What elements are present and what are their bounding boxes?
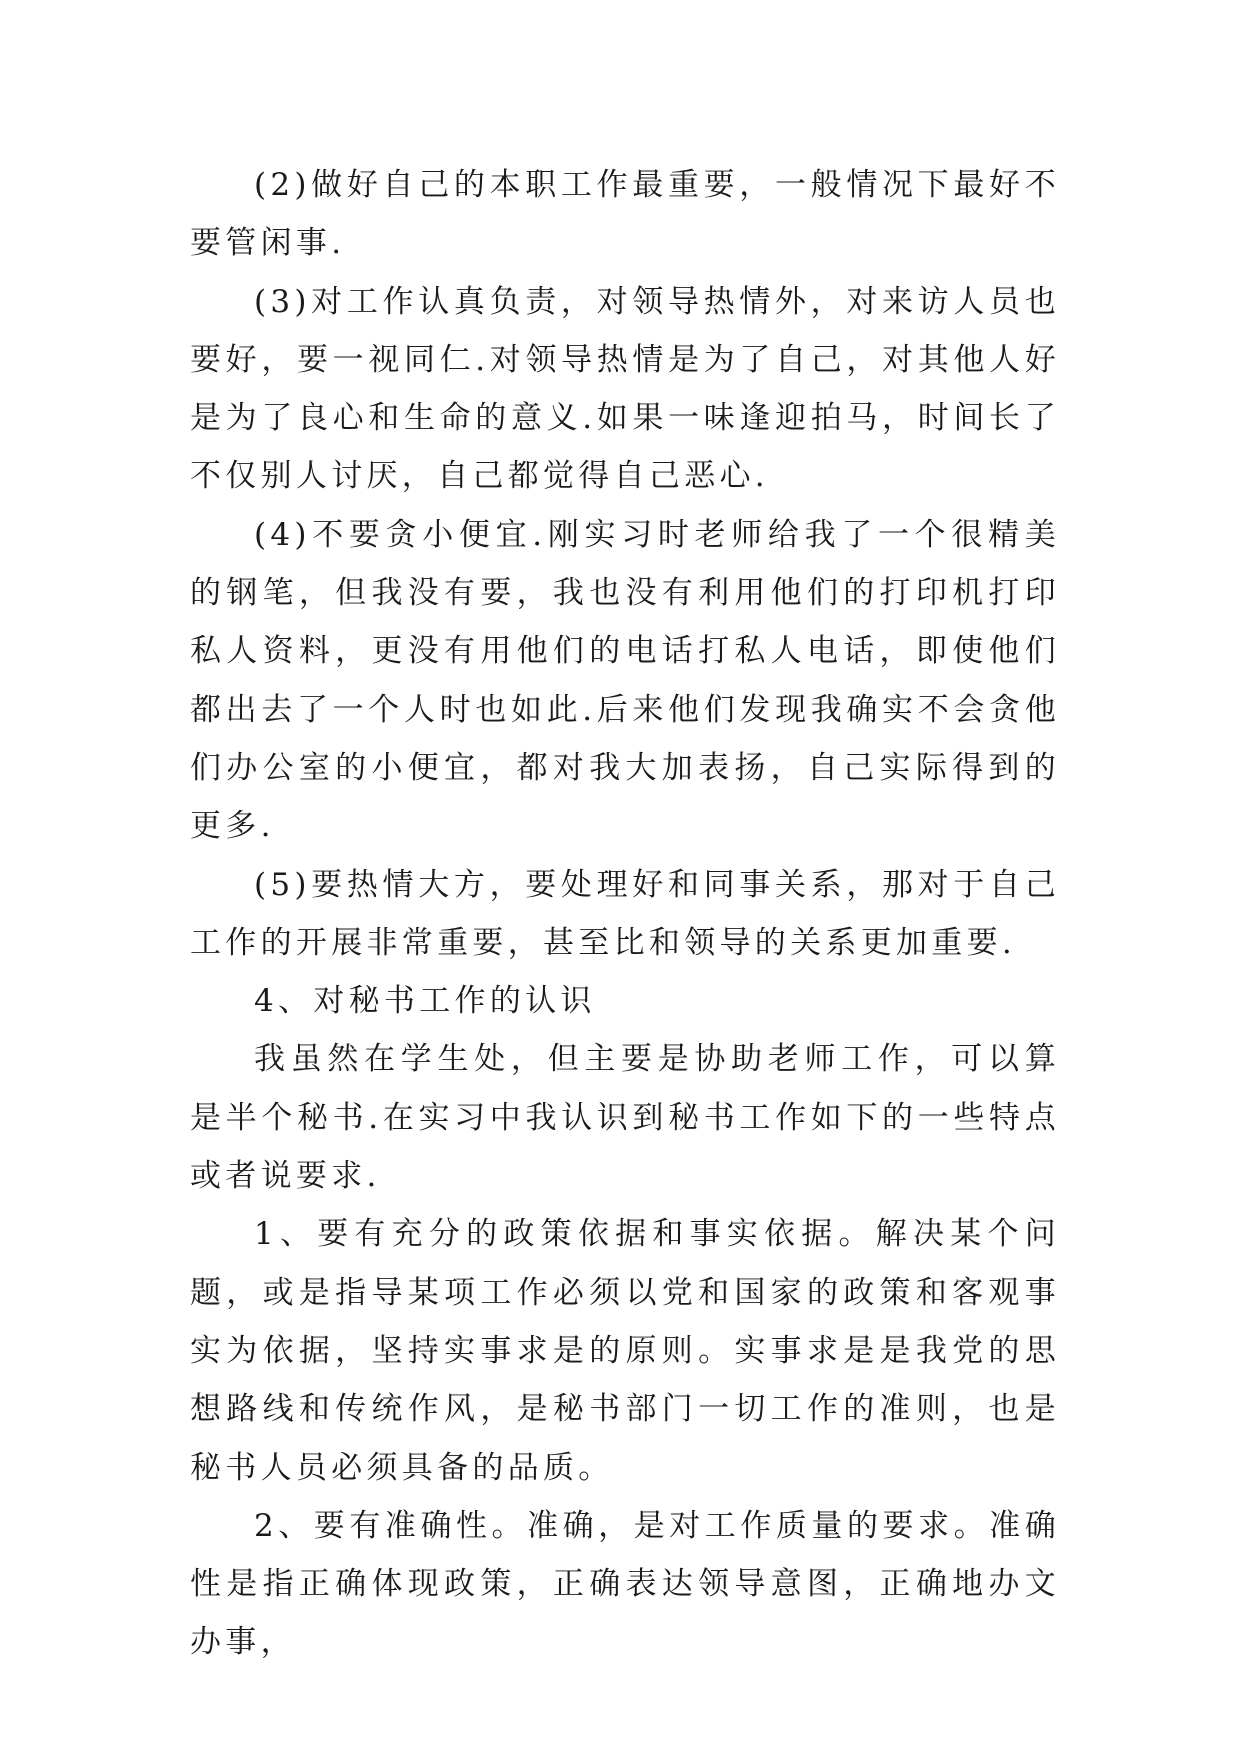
paragraph-5: (5)要热情大方，要处理好和同事关系，那对于自己工作的开展非常重要，甚至比和领导的关系更加重要. — [190, 866, 1060, 961]
paragraph-3: (3)对工作认真负责，对领导热情外，对来访人员也要好，要一视同仁.对领导热情是为了自己，对其他人好是为了良心和生命的意义.如果一味逢迎拍马，时间长了不仅别人讨厌，自己都觉得自己恶心. — [190, 283, 1060, 495]
document-body — [190, 156, 1060, 1672]
paragraph-4: (4)不要贪小便宜.刚实习时老师给我了一个很精美的钢笔，但我没有要，我也没有利用他们的打印机打印私人资料，更没有用他们的电话打私人电话，即使他们都出去了一个人时也如此.后来他们发现我确实不会贪他们办公室的小便宜，都对我大加表扬，自己实际得到的更多. — [190, 516, 1060, 845]
paragraph-requirement-2: 2、要有准确性。准确，是对工作质量的要求。准确性是指正确体现政策，正确表达领导意图，正确地办文办事， — [190, 1507, 1060, 1661]
paragraph-requirement-1: 1、要有充分的政策依据和事实依据。解决某个问题，或是指导某项工作必须以党和国家的政策和客观事实为依据，坚持实事求是的原则。实事求是是我党的思想路线和传统作风，是秘书部门一切工作的准则，也是秘书人员必须具备的品质。 — [190, 1216, 1060, 1486]
section-heading-secretary-work: 4、对秘书工作的认识 — [254, 983, 596, 1020]
paragraph-secretary-intro: 我虽然在学生处，但主要是协助老师工作，可以算是半个秘书.在实习中我认识到秘书工作如下的一些特点或者说要求. — [190, 1041, 1060, 1195]
paragraph-2: (2)做好自己的本职工作最重要，一般情况下最好不要管闲事. — [190, 167, 1060, 262]
